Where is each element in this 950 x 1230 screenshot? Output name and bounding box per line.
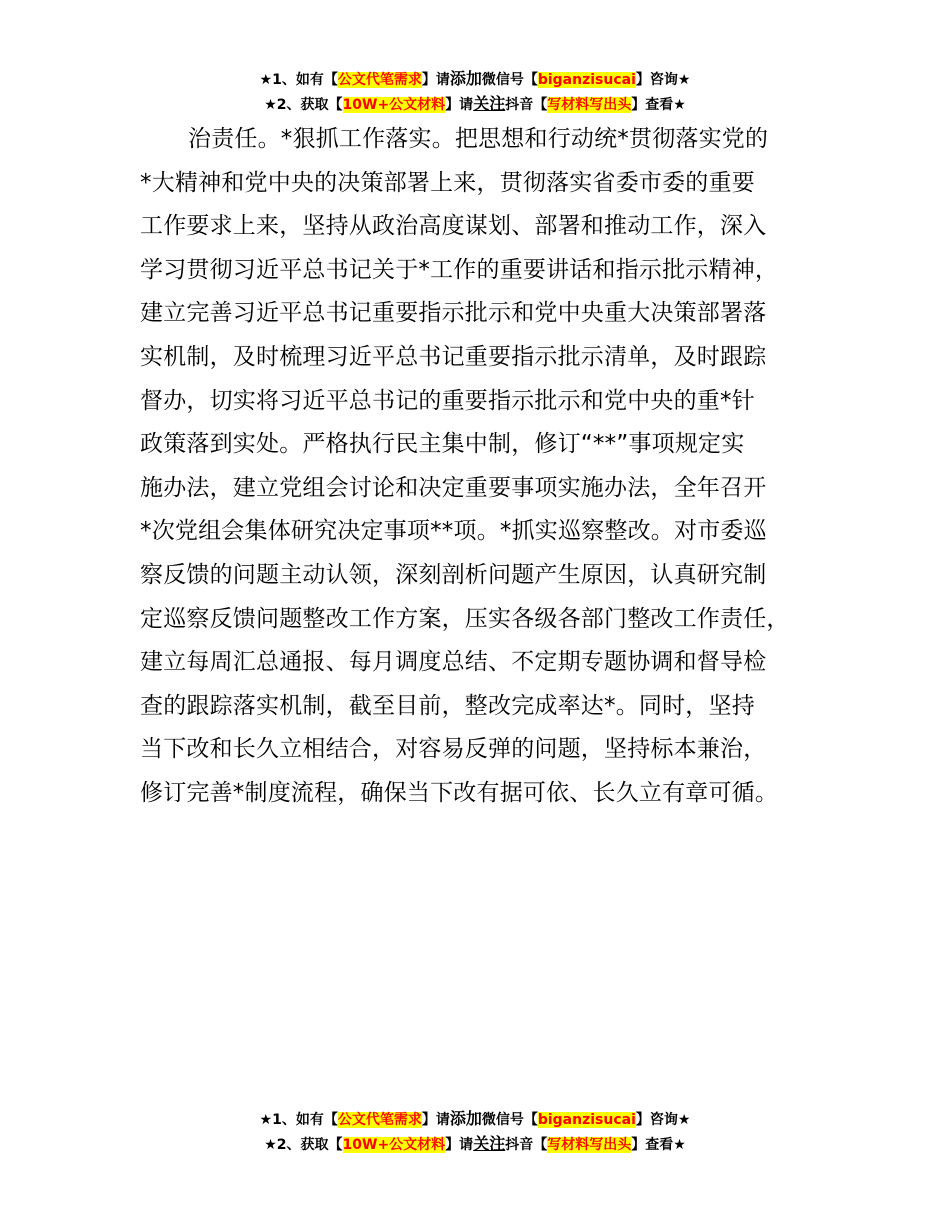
promo-text: 微信号【 [481,1112,538,1128]
promo-highlight-ghostwriting: 公文代笔需求 [337,72,422,88]
promo-line-2 [0,1132,950,1157]
paragraph-line: 施办法，建立党组会讨论和决定重要事项实施办法，全年召开 [140,474,767,501]
promo-highlight-douyin: 写材料写出头 [547,97,632,113]
promo-highlight-materials: 10W+公文材料 [342,97,446,113]
promo-text: 抖音【 [505,1137,548,1153]
paragraph-line: 建立完善习近平总书记重要指示批示和党中央重大决策部署落 [140,300,767,327]
promo-prefix: ★1、如有【 [259,1112,338,1128]
paragraph-line: 学习贯彻习近平总书记关于*工作的重要讲话和指示批示精神， [140,256,779,283]
paragraph-line: 实机制，及时梳理习近平总书记重要指示批示清单，及时跟踪 [140,343,767,370]
promo-prefix: ★2、获取【 [264,97,343,113]
promo-suffix: 】咨询★ [635,72,691,88]
promo-highlight-wechat-id: biganzisucai [537,1112,636,1128]
paragraph-line: 政策落到实处。严格执行民主集中制，修订“**”事项规定实 [140,431,745,458]
paragraph-line: 查的跟踪落实机制，截至目前，整改完成率达*。同时，坚持 [140,692,755,719]
promo-suffix: 】查看★ [631,97,686,113]
paragraph-line: 察反馈的问题主动认领，深刻剖析问题产生原因，认真研究制 [140,561,767,588]
promo-text: 】请 [445,97,474,113]
promo-emphasis-add: 添加 [449,69,482,88]
promo-highlight-douyin: 写材料写出头 [547,1137,632,1153]
paragraph-line: 当下改和长久立相结合，对容易反弹的问题，坚持标本兼治， [140,736,767,763]
footer-promo-banner [0,1107,950,1157]
promo-text: 微信号【 [481,72,538,88]
paragraph-line: *大精神和党中央的决策部署上来，贯彻落实省委市委的重要 [140,169,755,196]
promo-line-2 [0,92,950,117]
promo-highlight-ghostwriting: 公文代笔需求 [337,1112,422,1128]
header-promo-banner [0,67,950,117]
paragraph-line: 督办，切实将习近平总书记的重要指示批示和党中央的重*针 [140,387,755,414]
promo-text: 】请 [421,1112,450,1128]
promo-line-1 [0,1107,950,1132]
paragraph-line: *次党组会集体研究决定事项**项。*抓实巡察整改。对市委巡 [140,518,767,545]
promo-highlight-wechat-id: biganzisucai [537,72,636,88]
promo-prefix: ★2、获取【 [264,1137,343,1153]
paragraph-line: 修订完善*制度流程，确保当下改有据可依、长久立有章可循。 [140,779,779,806]
paragraph-line: 定巡察反馈问题整改工作方案，压实各级各部门整改工作责任， [140,605,790,632]
promo-emphasis-follow: 关注 [473,94,506,113]
promo-text: 】请 [445,1137,474,1153]
paragraph-line: 治责任。*狠抓工作落实。把思想和行动统*贯彻落实党的 [188,126,769,152]
promo-text: 抖音【 [505,97,548,113]
promo-highlight-materials: 10W+公文材料 [342,1137,446,1153]
document-body-paragraph [140,118,840,816]
promo-text: 】请 [421,72,450,88]
promo-suffix: 】查看★ [631,1137,686,1153]
paragraph-line: 工作要求上来，坚持从政治高度谋划、部署和推动工作，深入 [140,213,767,240]
promo-prefix: ★1、如有【 [259,72,338,88]
promo-suffix: 】咨询★ [635,1112,691,1128]
promo-line-1 [0,67,950,92]
promo-emphasis-add: 添加 [449,1109,482,1128]
paragraph-line: 建立每周汇总通报、每月调度总结、不定期专题协调和督导检 [140,649,767,676]
promo-emphasis-follow: 关注 [473,1134,506,1153]
